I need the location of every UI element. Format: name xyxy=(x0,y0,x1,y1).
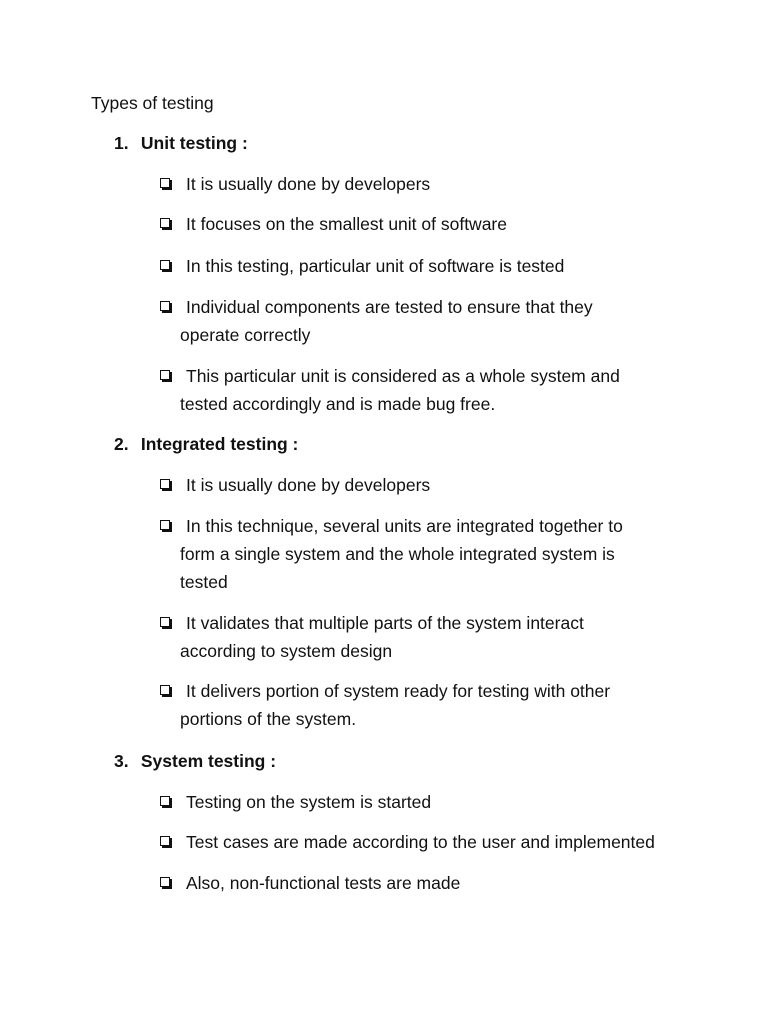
list-item-text: It delivers portion of system ready for testing with other xyxy=(186,681,611,701)
list-item xyxy=(160,471,700,499)
checkbox-bullet-icon xyxy=(160,836,170,846)
checkbox-bullet-icon xyxy=(160,685,170,695)
section-title: Unit testing : xyxy=(140,133,248,153)
list-item-text: tested xyxy=(180,572,228,592)
section-title: Integrated testing : xyxy=(140,434,299,454)
list-item-text: portions of the system. xyxy=(180,709,357,729)
list-item xyxy=(160,869,700,897)
list-item-text: operate correctly xyxy=(180,325,311,345)
list-item xyxy=(160,512,700,596)
list-item-text: In this testing, particular unit of software is tested xyxy=(186,256,565,276)
checkbox-bullet-icon xyxy=(160,617,170,627)
section-title: System testing : xyxy=(140,751,277,771)
list-item-text: It focuses on the smallest unit of software xyxy=(186,214,507,234)
checkbox-bullet-icon xyxy=(160,218,170,228)
checkbox-bullet-icon xyxy=(160,370,170,380)
checkbox-bullet-icon xyxy=(160,301,170,311)
list-item-text: It is usually done by developers xyxy=(186,475,431,495)
list-item-text: tested accordingly and is made bug free. xyxy=(180,394,496,414)
list-item-text: It validates that multiple parts of the system interact xyxy=(186,613,584,633)
checkbox-bullet-icon xyxy=(160,796,170,806)
list-item-text: form a single system and the whole integrated system is xyxy=(180,544,615,564)
section-heading-integrated-testing xyxy=(114,430,298,458)
list-item xyxy=(160,293,700,349)
list-item-text: Individual components are tested to ensure that they xyxy=(186,297,593,317)
list-item-text: In this technique, several units are integrated together to xyxy=(186,516,623,536)
checkbox-bullet-icon xyxy=(160,178,170,188)
list-item-text: This particular unit is considered as a whole system and xyxy=(186,366,620,386)
list-item-text: It is usually done by developers xyxy=(186,174,431,194)
list-item xyxy=(160,828,700,856)
list-item xyxy=(160,609,700,665)
checkbox-bullet-icon xyxy=(160,520,170,530)
list-item xyxy=(160,788,700,816)
section-number: 2. xyxy=(114,434,129,454)
section-heading-unit-testing xyxy=(114,129,248,157)
checkbox-bullet-icon xyxy=(160,479,170,489)
checkbox-bullet-icon xyxy=(160,260,170,270)
checkbox-bullet-icon xyxy=(160,877,170,887)
section-number: 3. xyxy=(114,751,129,771)
list-item-text: Also, non-functional tests are made xyxy=(186,873,461,893)
list-item xyxy=(160,252,700,280)
list-item-text: Test cases are made according to the user and implemented xyxy=(186,832,655,852)
list-item xyxy=(160,210,700,238)
list-item-text: according to system design xyxy=(180,641,393,661)
document-title: Types of testing xyxy=(91,93,214,113)
list-item xyxy=(160,362,700,418)
section-heading-system-testing xyxy=(114,747,276,775)
list-item xyxy=(160,677,700,733)
list-item-text: Testing on the system is started xyxy=(186,792,432,812)
section-number: 1. xyxy=(114,133,129,153)
list-item xyxy=(160,170,700,198)
